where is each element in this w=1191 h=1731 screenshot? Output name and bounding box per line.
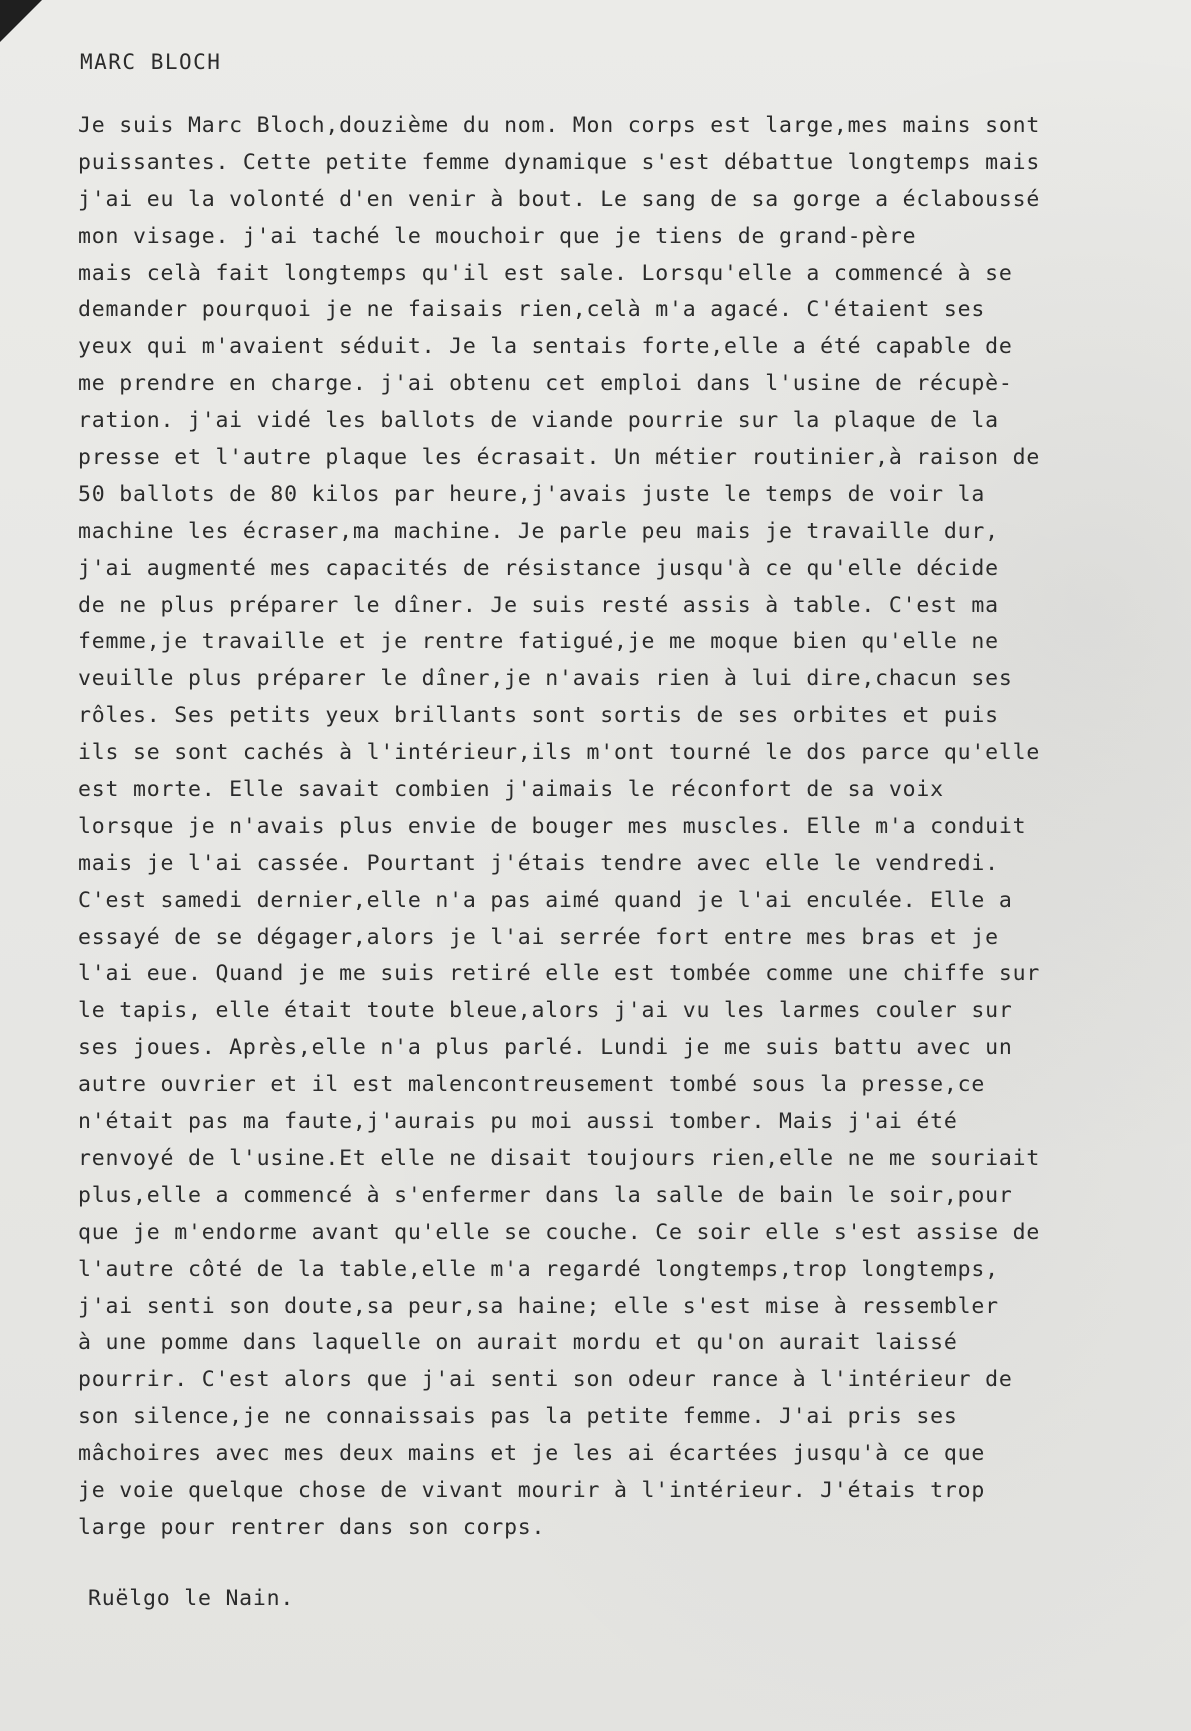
body-line: est morte. Elle savait combien j'aimais le réconfort de sa voix	[78, 777, 944, 803]
body-line: machine les écraser,ma machine. Je parle peu mais je travaille dur,	[78, 518, 999, 544]
body-line: mais celà fait longtemps qu'il est sale. Lorsqu'elle a commencé à se	[78, 260, 1013, 286]
body-line: rôles. Ses petits yeux brillants sont sortis de ses orbites et puis	[78, 703, 999, 729]
body-line: autre ouvrier et il est malencontreusement tombé sous la presse,ce	[78, 1072, 986, 1098]
body-line: C'est samedi dernier,elle n'a pas aimé quand je l'ai enculée. Elle a	[78, 887, 1013, 913]
body-line: mon visage. j'ai taché le mouchoir que je tiens de grand-père	[78, 223, 917, 249]
body-line: essayé de se dégager,alors je l'ai serrée fort entre mes bras et je	[78, 924, 999, 950]
body-line: demander pourquoi je ne faisais rien,celà m'a agacé. C'étaient ses	[78, 297, 986, 323]
body-line: plus,elle a commencé à s'enfermer dans la salle de bain le soir,pour	[78, 1182, 1013, 1208]
body-line: ses joues. Après,elle n'a plus parlé. Lundi je me suis battu avec un	[78, 1035, 1013, 1061]
body-line: lorsque je n'avais plus envie de bouger mes muscles. Elle m'a conduit	[78, 813, 1027, 839]
body-line: j'ai eu la volonté d'en venir à bout. Le sang de sa gorge a éclaboussé	[78, 186, 1041, 212]
dark-page-corner	[0, 0, 42, 42]
body-line: Je suis Marc Bloch,douzième du nom. Mon corps est large,mes mains sont	[78, 113, 1041, 138]
body-line: ration. j'ai vidé les ballots de viande pourrie sur la plaque de la	[78, 408, 999, 434]
body-line: veuille plus préparer le dîner,je n'avais rien à lui dire,chacun ses	[78, 666, 1013, 692]
body-line: 50 ballots de 80 kilos par heure,j'avais juste le temps de voir la	[78, 481, 986, 507]
document-body	[78, 108, 1158, 1547]
body-line: que je m'endorme avant qu'elle se couche. Ce soir elle s'est assise de	[78, 1219, 1041, 1245]
body-line: je voie quelque chose de vivant mourir à l'intérieur. J'étais trop	[78, 1477, 986, 1503]
body-line: presse et l'autre plaque les écrasait. Un métier routinier,à raison de	[78, 445, 1041, 471]
document-title: MARC BLOCH	[80, 50, 222, 74]
body-line: n'était pas ma faute,j'aurais pu moi aussi tomber. Mais j'ai été	[78, 1109, 958, 1135]
body-line: l'ai eue. Quand je me suis retiré elle est tombée comme une chiffe sur	[78, 961, 1041, 987]
body-line: l'autre côté de la table,elle m'a regardé longtemps,trop longtemps,	[78, 1256, 999, 1282]
body-line: mâchoires avec mes deux mains et je les ai écartées jusqu'à ce que	[78, 1441, 986, 1467]
body-line: puissantes. Cette petite femme dynamique s'est débattue longtemps mais	[78, 149, 1041, 175]
body-line: ils se sont cachés à l'intérieur,ils m'ont tourné le dos parce qu'elle	[78, 740, 1041, 766]
body-line: me prendre en charge. j'ai obtenu cet emploi dans l'usine de récupè-	[78, 371, 1013, 397]
body-line: j'ai augmenté mes capacités de résistance jusqu'à ce qu'elle décide	[78, 555, 999, 581]
body-line: renvoyé de l'usine.Et elle ne disait toujours rien,elle ne me souriait	[78, 1145, 1041, 1171]
body-line: yeux qui m'avaient séduit. Je la sentais forte,elle a été capable de	[78, 334, 1013, 360]
document-signature: Ruëlgo le Nain.	[88, 1585, 295, 1611]
body-line: de ne plus préparer le dîner. Je suis resté assis à table. C'est ma	[78, 592, 999, 618]
body-line: pourrir. C'est alors que j'ai senti son odeur rance à l'intérieur de	[78, 1367, 1013, 1393]
page-text	[78, 50, 1158, 1618]
body-line: femme,je travaille et je rentre fatigué,je me moque bien qu'elle ne	[78, 629, 999, 655]
body-line: à une pomme dans laquelle on aurait mordu et qu'on aurait laissé	[78, 1330, 958, 1356]
body-line: son silence,je ne connaissais pas la petite femme. J'ai pris ses	[78, 1404, 958, 1430]
body-line: mais je l'ai cassée. Pourtant j'étais tendre avec elle le vendredi.	[78, 850, 999, 876]
body-line: j'ai senti son doute,sa peur,sa haine; elle s'est mise à ressembler	[78, 1293, 999, 1319]
body-line: large pour rentrer dans son corps.	[78, 1514, 546, 1540]
body-line: le tapis, elle était toute bleue,alors j'ai vu les larmes couler sur	[78, 998, 1013, 1024]
